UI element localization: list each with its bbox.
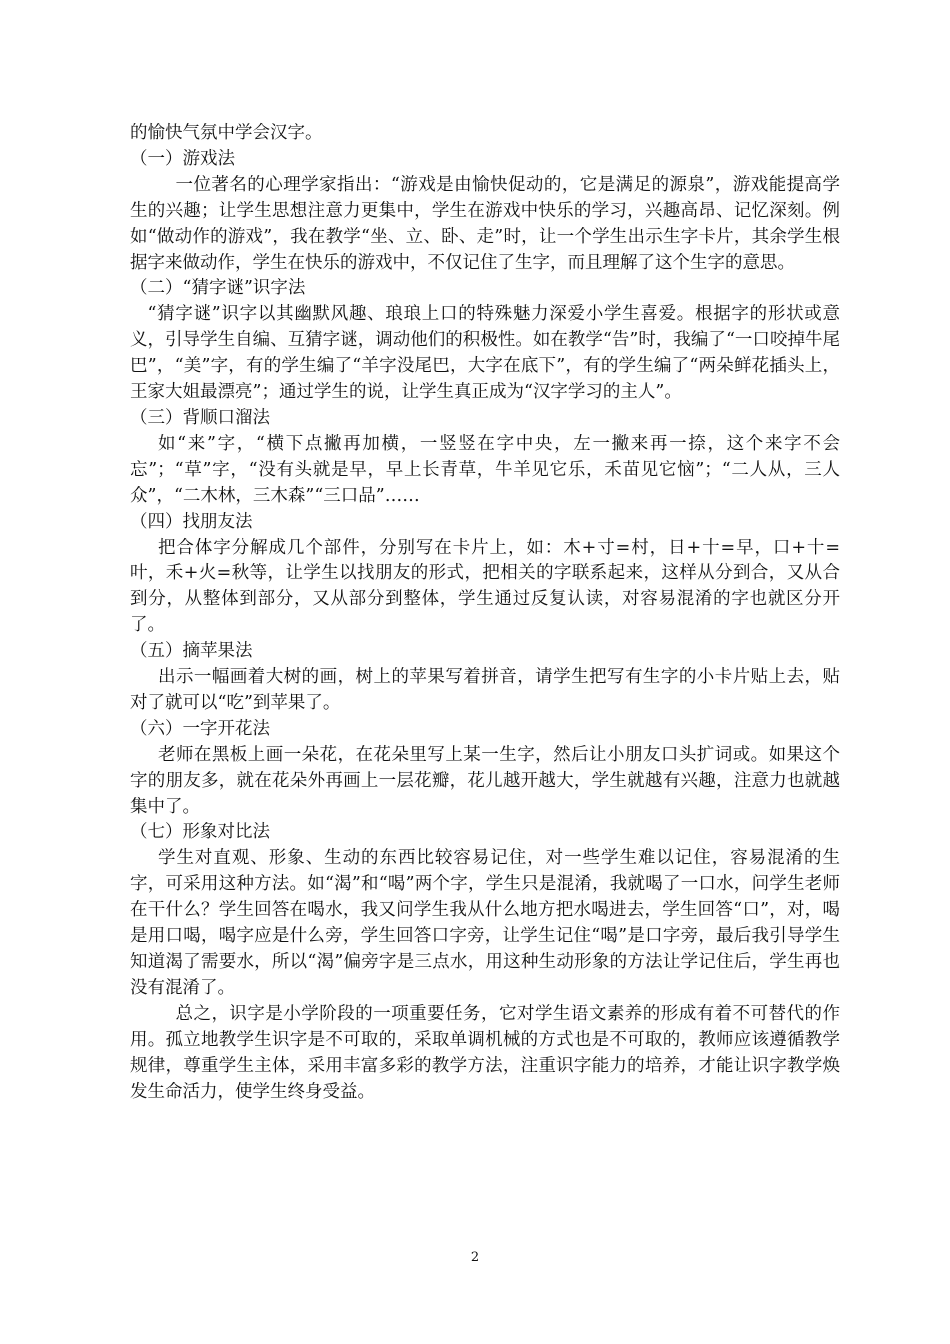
section-body-4: 把合体字分解成几个部件，分别写在卡片上，如：木+寸=村，日+十=早，口+十=叶，禾+火=秋等，让学生以找朋友的形式，把相关的字联系起来，这样从分到合，又从合到分，从整体到部分，又从部分到整体，学生通过反复认读，对容易混淆的字也就区分开了。 bbox=[130, 537, 840, 636]
section-body-2: “猜字谜”识字以其幽默风趣、琅琅上口的特殊魅力深爱小学生喜爱。根据字的形状或意义，引导学生自编、互猜字谜，调动他们的积极性。如在教学“告”时，我编了“一口咬掉牛尾巴”，“美”字，有的学生编了“羊字没尾巴，大字在底下”，有的学生编了“两朵鲜花插头上，王家大姐最漂亮”；通过学生的说，让学生真正成为“汉字学习的主人”。 bbox=[130, 304, 840, 403]
conclusion-paragraph: 总之，识字是小学阶段的一项重要任务，它对学生语文素养的形成有着不可替代的作用。孤立地教学生识字是不可取的，采取单调机械的方式也是不可取的，教师应该遵循教学规律，尊重学生主体，采用丰富多彩的教学方法，注重识字能力的培养，才能让识字教学焕发生命活力，使学生终身受益。 bbox=[130, 1003, 840, 1102]
section-heading-6: （六）一字开花法 bbox=[130, 718, 270, 739]
section-heading-4: （四）找朋友法 bbox=[130, 511, 253, 532]
section-heading-2: （二）“猜字谜”识字法 bbox=[130, 278, 306, 299]
section-body-1: 一位著名的心理学家指出：“游戏是由愉快促动的，它是满足的源泉”，游戏能提高学生的兴趣；让学生思想注意力更集中，学生在游戏中快乐的学习，兴趣高昂、记忆深刻。例如“做动作的游戏”，我在教学“坐、立、卧、走”时，让一个学生出示生字卡片，其余学生根据字来做动作，学生在快乐的游戏中，不仅记住了生字，而且理解了这个生字的意思。 bbox=[130, 174, 840, 273]
section-heading-7: （七）形象对比法 bbox=[130, 822, 270, 843]
intro-paragraph: 的愉快气氛中学会汉字。 bbox=[130, 123, 323, 143]
page-number: 2 bbox=[470, 1250, 480, 1265]
section-heading-5: （五）摘苹果法 bbox=[130, 641, 253, 662]
section-body-5: 出示一幅画着大树的画，树上的苹果写着拼音，请学生把写有生字的小卡片贴上去，贴对了就可以“吃”到苹果了。 bbox=[130, 667, 840, 713]
section-body-7: 学生对直观、形象、生动的东西比较容易记住，对一些学生难以记住，容易混淆的生字，可采用这种方法。如“渴”和“喝”两个字，学生只是混淆，我就喝了一口水，问学生老师在干什么？学生回答在喝水，我又问学生我从什么地方把水喝进去，学生回答“口”，对，喝是用口喝，喝字应是什么旁，学生回答口字旁，让学生记住“喝”是口字旁，最后我引导学生知道渴了需要水，所以“渴”偏旁字是三点水，用这种生动形象的方法让学记住后，学生再也没有混淆了。 bbox=[130, 848, 840, 998]
section-body-3: 如“来”字，“横下点撇再加横，一竖竖在字中央，左一撇来再一捺，这个来字不会忘”；“草”字，“没有头就是早，早上长青草，牛羊见它乐，禾苗见它恼”；“二人从，三人众”，“二木林，三木森”“三口品”…… bbox=[130, 433, 840, 506]
document-body bbox=[130, 121, 840, 1105]
section-body-6: 老师在黑板上画一朵花，在花朵里写上某一生字，然后让小朋友口头扩词或。如果这个字的朋友多，就在花朵外再画上一层花瓣，花儿越开越大，学生就越有兴趣，注意力也就越集中了。 bbox=[130, 744, 840, 817]
section-heading-3: （三）背顺口溜法 bbox=[130, 407, 270, 428]
section-heading-1: （一）游戏法 bbox=[130, 148, 235, 169]
